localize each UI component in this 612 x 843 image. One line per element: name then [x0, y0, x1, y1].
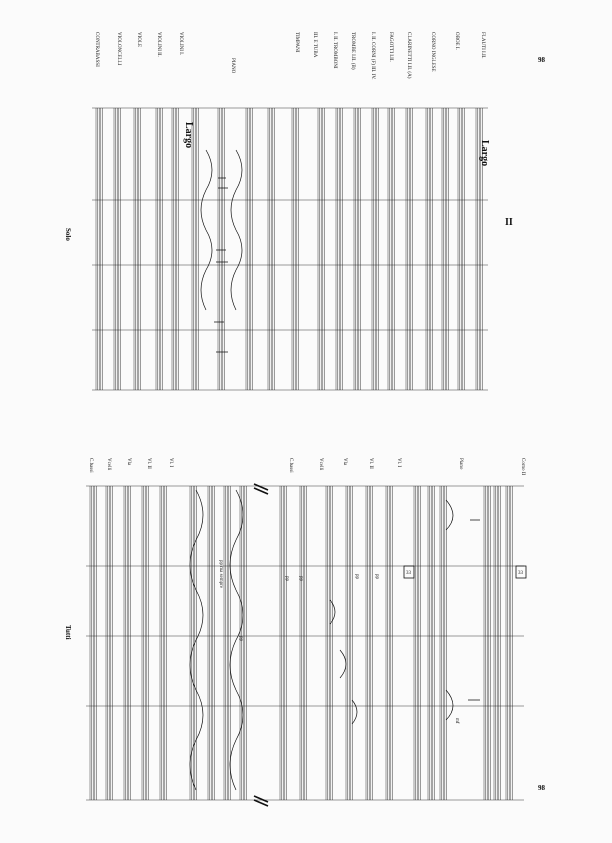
top-staff-9 [318, 108, 324, 390]
bottom-staff-9 [326, 486, 332, 800]
top-instrument-label: TIMPANI [294, 32, 299, 53]
tempo-piano: Largo [183, 122, 194, 149]
top-instrument-label: III. E TUBA [312, 32, 317, 58]
top-instrument-label: CONTRABASSI [94, 32, 99, 67]
dynamic-6: pp ma sempre [218, 560, 223, 589]
top-staff-4 [406, 108, 412, 390]
bottom-lower-instrument-label: Vcelli [106, 458, 111, 471]
rehearsal-mark-2: 33 [518, 571, 523, 576]
top-staff-3 [426, 108, 432, 390]
top-staff-19 [96, 108, 102, 390]
top-staff-11 [268, 108, 274, 390]
bottom-instrument-labels [88, 458, 401, 473]
bottom-lower-instrument-label: Vla [126, 458, 131, 466]
bottom-staff-19 [106, 486, 112, 800]
dynamic-5: mf [454, 718, 459, 724]
top-instrument-label: VIOLONCELLI [116, 32, 121, 66]
top-instrument-label: I. II. TROMBONI [332, 32, 337, 69]
top-instrument-label: FLAUTI I.II. [480, 32, 485, 59]
page-number-right: 98 [538, 784, 545, 792]
rehearsal-mark-1: 33 [406, 571, 411, 576]
piano-label-bottom: Piano [458, 458, 463, 470]
bottom-staff-18 [124, 486, 130, 800]
solo-label-top: Solo [64, 228, 72, 241]
bottom-staff-11 [280, 486, 286, 800]
dynamic-4: pp [374, 574, 379, 579]
top-staff-13 [218, 108, 224, 390]
bottom-staff-10 [300, 486, 306, 800]
bottom-staves [86, 486, 524, 800]
top-instrument-label: TROMBE I.II. (B) [350, 32, 355, 70]
page-number-left: 98 [538, 56, 545, 64]
top-staff-7 [354, 108, 360, 390]
top-staff-6 [372, 108, 378, 390]
bottom-staff-12 [240, 486, 246, 800]
bottom-upper-instrument-label: Vcelli [318, 458, 323, 471]
tutti-label: Tutti [64, 625, 72, 640]
top-staff-8 [336, 108, 342, 390]
piano-notation-top [201, 150, 242, 352]
dynamic-3: pp [354, 574, 359, 579]
bottom-upper-instrument-label: Vl. II [368, 458, 373, 469]
top-staff-10 [292, 108, 298, 390]
bottom-staff-13 [224, 486, 230, 800]
bottom-staff-1 [494, 486, 500, 800]
corno-label: Corno II [520, 458, 525, 476]
top-piano-label: PIANO [230, 58, 235, 74]
top-staff-14 [192, 108, 198, 390]
dynamics-marks [218, 560, 459, 724]
bottom-staff-2 [484, 486, 490, 800]
bottom-staff-6 [386, 486, 392, 800]
dynamic-1: pp [284, 576, 289, 581]
bottom-staff-16 [160, 486, 166, 800]
top-instrument-label: OBOE I. [454, 32, 459, 50]
top-instrument-label: CORNO INGLESE [430, 32, 435, 72]
top-instrument-label: VIOLINI II. [156, 32, 161, 57]
top-staff-15 [172, 108, 178, 390]
piano-notation-bottom [190, 490, 480, 790]
bottom-lower-instrument-label: Vl. II [146, 458, 151, 469]
bottom-staff-3 [440, 486, 446, 800]
bottom-staff-4 [428, 486, 434, 800]
bottom-staff-15 [190, 486, 196, 800]
top-staff-18 [114, 108, 120, 390]
bottom-lower-instrument-label: C.bassi [88, 458, 93, 473]
top-staff-17 [134, 108, 140, 390]
bottom-staff-7 [366, 486, 372, 800]
dynamic-7: pp [238, 636, 243, 641]
bottom-upper-instrument-label: Vla [342, 458, 347, 466]
top-staff-16 [156, 108, 162, 390]
bottom-score [64, 458, 546, 806]
top-staff-1 [458, 108, 464, 390]
top-staff-2 [442, 108, 448, 390]
bottom-upper-instrument-label: Vl. I [396, 458, 401, 468]
bottom-staff-14 [208, 486, 214, 800]
bottom-staff-0 [506, 486, 512, 800]
dynamic-2: pp [298, 576, 303, 581]
bottom-upper-instrument-label: C.bassi [288, 458, 293, 473]
top-staff-12 [246, 108, 252, 390]
top-score [64, 32, 546, 390]
system-separators [254, 484, 268, 806]
top-staff-5 [388, 108, 394, 390]
bottom-lower-instrument-label: Vl. I [168, 458, 173, 468]
bottom-staff-8 [346, 486, 352, 800]
top-instrument-labels [94, 32, 485, 80]
movement-number: II [505, 217, 513, 228]
bottom-staff-5 [414, 486, 420, 800]
top-instrument-label: VIOLINI I. [178, 32, 183, 56]
top-instrument-label: CLARINETTI I.II. (A) [406, 32, 411, 79]
top-instrument-label: FAGOTTI I.II. [388, 32, 393, 62]
top-instrument-label: VIOLE [136, 32, 141, 47]
bottom-staff-20 [90, 486, 96, 800]
tempo-top: Largo [479, 140, 490, 167]
bottom-staff-17 [142, 486, 148, 800]
top-instrument-label: I. II. CORNI (F) III. IV. [370, 32, 375, 80]
top-staves [92, 108, 488, 390]
